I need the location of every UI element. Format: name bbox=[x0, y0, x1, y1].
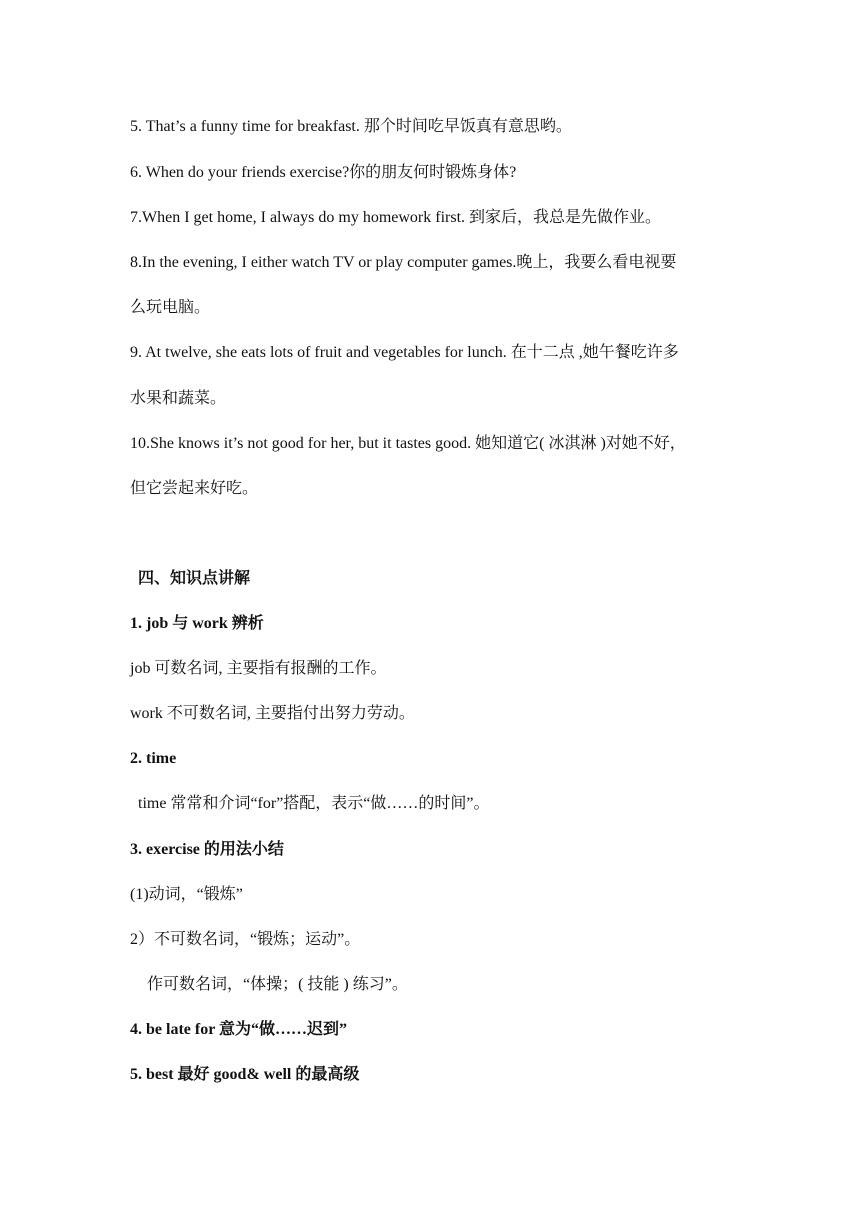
sentence-9-line-1: 9. At twelve, she eats lots of fruit and vegetables for lunch. 在十二点 ,她午餐吃许多 bbox=[130, 344, 679, 361]
sentence-9-line-2: 水果和蔬菜。 bbox=[130, 390, 227, 407]
point-1-work: work 不可数名词, 主要指付出努力劳动。 bbox=[130, 705, 415, 722]
point-3-countable: 作可数名词，“体操；( 技能 ) 练习”。 bbox=[147, 976, 408, 993]
point-2-text: time 常常和介词“for”搭配，表示“做……的时间”。 bbox=[138, 795, 490, 812]
point-1-heading: 1. job 与 work 辨析 bbox=[130, 615, 264, 632]
point-3-uncountable: 2）不可数名词，“锻炼；运动”。 bbox=[130, 931, 361, 948]
sentence-8-line-2: 么玩电脑。 bbox=[130, 299, 211, 316]
sentence-5: 5. That’s a funny time for breakfast. 那个时间吃早饭真有意思哟。 bbox=[130, 118, 572, 135]
sentence-6: 6. When do your friends exercise?你的朋友何时锻炼身体? bbox=[130, 164, 517, 181]
point-2-heading: 2. time bbox=[130, 750, 177, 767]
point-1-job: job 可数名词, 主要指有报酬的工作。 bbox=[130, 660, 387, 677]
sentence-10-line-1: 10.She knows it’s not good for her, but it tastes good. 她知道它( 冰淇淋 )对她不好， bbox=[130, 435, 686, 452]
point-5-heading: 5. best 最好 good& well 的最高级 bbox=[130, 1066, 360, 1083]
section-title: 四、知识点讲解 bbox=[138, 570, 251, 587]
point-4-heading: 4. be late for 意为“做……迟到” bbox=[130, 1021, 348, 1038]
point-3-verb: (1)动词，“锻炼” bbox=[130, 886, 243, 903]
sentence-8-line-1: 8.In the evening, I either watch TV or play computer games.晚上，我要么看电视要 bbox=[130, 254, 677, 271]
sentence-7: 7.When I get home, I always do my homework first. 到家后，我总是先做作业。 bbox=[130, 209, 662, 226]
point-3-heading: 3. exercise 的用法小结 bbox=[130, 841, 284, 858]
sentence-10-line-2: 但它尝起来好吃。 bbox=[130, 480, 259, 497]
